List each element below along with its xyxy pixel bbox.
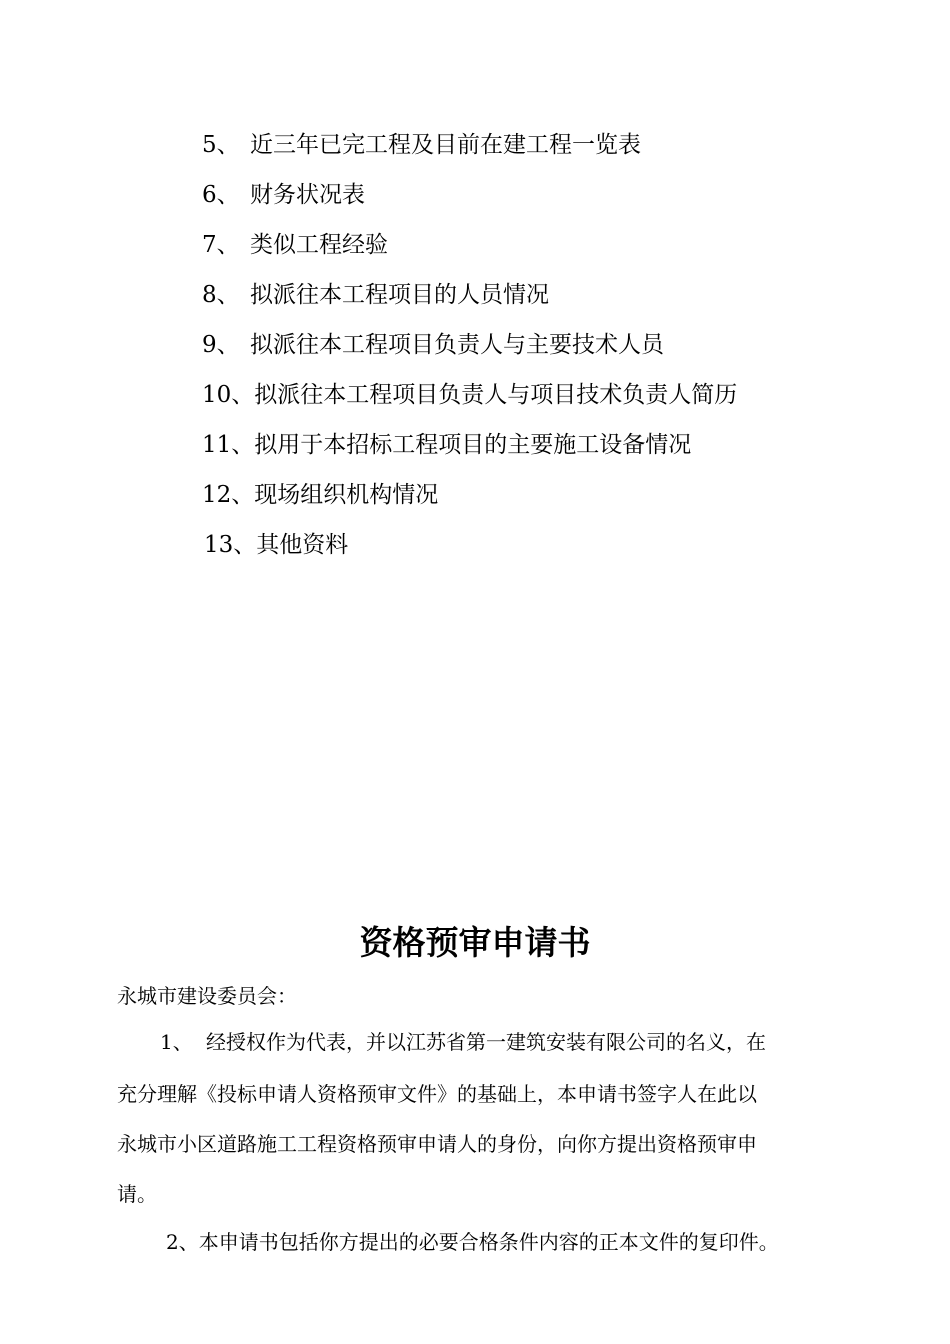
paragraph-1-line-3: 永城市小区道路施工工程资格预审申请人的身份，向你方提出资格预审申 — [117, 1132, 757, 1156]
toc-item-number: 11、 — [202, 432, 255, 458]
toc-item — [202, 230, 388, 260]
paragraph-1-text: 经授权作为代表，并以江苏省第一建筑安装有限公司的名义，在 — [206, 1030, 766, 1054]
toc-item-number: 10、 — [202, 382, 255, 408]
toc-item — [202, 180, 365, 210]
toc-item-number: 8、 — [202, 282, 240, 308]
toc-item — [202, 430, 691, 460]
toc-item-number: 7、 — [202, 232, 240, 258]
toc-item — [202, 130, 641, 160]
toc-item-text: 类似工程经验 — [250, 232, 388, 258]
paragraph-1-line-1 — [160, 1028, 766, 1056]
toc-item — [202, 480, 438, 510]
addressee-line: 永城市建设委员会： — [117, 984, 297, 1008]
toc-item-number: 9、 — [202, 332, 240, 358]
toc-item-number: 13、 — [204, 532, 257, 558]
paragraph-1-number: 1、 — [160, 1030, 193, 1054]
toc-item-number: 12、 — [202, 482, 255, 508]
toc-item-text: 近三年已完工程及目前在建工程一览表 — [250, 132, 641, 158]
paragraph-1-line-4: 请。 — [117, 1182, 157, 1206]
toc-item — [202, 330, 664, 360]
toc-item-text: 其他资料 — [256, 532, 349, 558]
toc-item-text: 拟派往本工程项目的人员情况 — [250, 282, 549, 308]
toc-item-text: 财务状况表 — [250, 182, 365, 208]
toc-item-text: 拟用于本招标工程项目的主要施工设备情况 — [254, 432, 692, 458]
toc-item-number: 5、 — [202, 132, 240, 158]
toc-item-text: 拟派往本工程项目负责人与主要技术人员 — [250, 332, 664, 358]
document-title: 资格预审申请书 — [359, 923, 591, 962]
toc-item-number: 6、 — [202, 182, 240, 208]
paragraph-1-line-2: 充分理解《投标申请人资格预审文件》的基础上，本申请书签字人在此以 — [117, 1082, 757, 1106]
toc-item — [204, 530, 348, 560]
toc-item — [202, 280, 549, 310]
toc-item-text: 拟派往本工程项目负责人与项目技术负责人简历 — [254, 382, 738, 408]
toc-item-text: 现场组织机构情况 — [254, 482, 439, 508]
toc-item — [202, 380, 737, 410]
paragraph-2: 2、本申请书包括你方提出的必要合格条件内容的正本文件的复印件。 — [166, 1230, 779, 1254]
